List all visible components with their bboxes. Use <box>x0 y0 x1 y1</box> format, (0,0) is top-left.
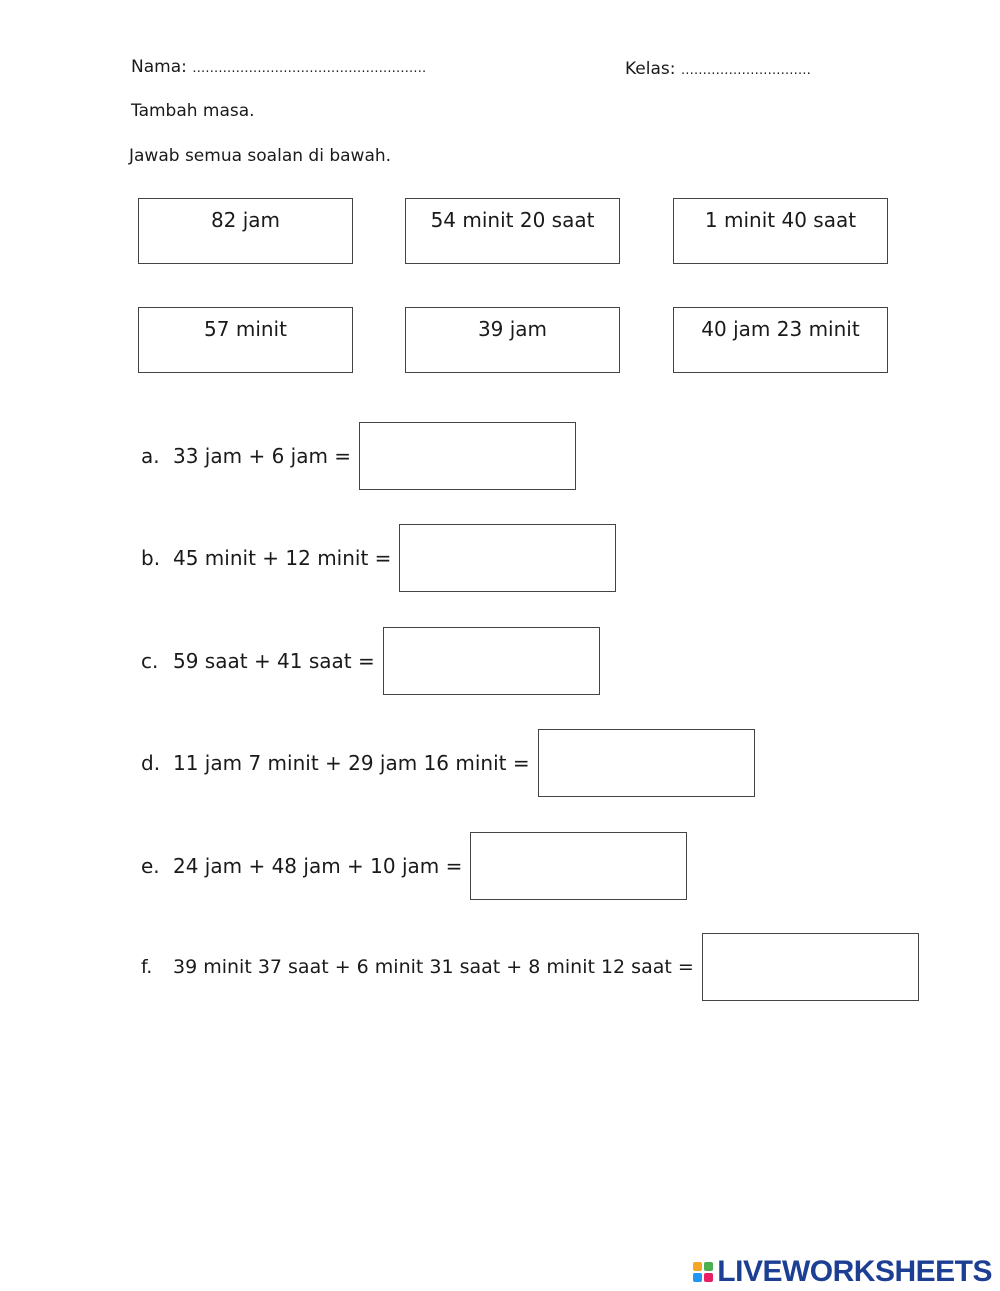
logo-square <box>704 1273 713 1282</box>
question-expression: 39 minit 37 saat + 6 minit 31 saat + 8 minit 12 saat = <box>173 956 694 978</box>
answer-drop-box[interactable] <box>702 933 919 1001</box>
logo-square <box>693 1262 702 1271</box>
logo-square <box>704 1262 713 1271</box>
option-box[interactable]: 39 jam <box>405 307 620 373</box>
question-letter: e. <box>141 854 160 878</box>
question-e <box>141 832 687 900</box>
class-label: Kelas: <box>625 59 676 79</box>
question-expression: 11 jam 7 minit + 29 jam 16 minit = <box>173 751 530 775</box>
question-letter: b. <box>141 546 161 570</box>
option-box[interactable]: 82 jam <box>138 198 353 264</box>
answer-drop-box[interactable] <box>383 627 600 695</box>
liveworksheets-logo-icon <box>693 1262 713 1282</box>
question-text <box>141 854 462 878</box>
question-b <box>141 524 616 592</box>
liveworksheets-brand <box>693 1255 992 1289</box>
name-label: Nama: <box>131 57 187 77</box>
question-expression: 33 jam + 6 jam = <box>173 444 352 468</box>
question-text <box>141 546 391 570</box>
question-text <box>141 649 375 673</box>
question-f <box>141 933 919 1001</box>
answer-drop-box[interactable] <box>359 422 576 490</box>
answer-drop-box[interactable] <box>399 524 616 592</box>
question-a <box>141 422 576 490</box>
question-letter: d. <box>141 751 161 775</box>
option-box[interactable]: 54 minit 20 saat <box>405 198 620 264</box>
class-blank[interactable]: ………………………… <box>680 63 811 78</box>
question-letter: c. <box>141 649 159 673</box>
question-letter: a. <box>141 444 160 468</box>
option-box[interactable]: 40 jam 23 minit <box>673 307 888 373</box>
question-c <box>141 627 600 695</box>
name-field <box>131 57 426 77</box>
question-expression: 24 jam + 48 jam + 10 jam = <box>173 854 463 878</box>
option-box[interactable]: 57 minit <box>138 307 353 373</box>
instruction-title: Tambah masa. <box>131 101 255 121</box>
class-field <box>625 59 811 79</box>
question-expression: 59 saat + 41 saat = <box>173 649 375 673</box>
question-d <box>141 729 755 797</box>
question-text <box>141 956 694 978</box>
question-expression: 45 minit + 12 minit = <box>173 546 392 570</box>
name-blank[interactable]: ……………………………………………… <box>192 61 427 76</box>
question-letter: f. <box>141 956 153 978</box>
answer-drop-box[interactable] <box>470 832 687 900</box>
answer-drop-box[interactable] <box>538 729 755 797</box>
logo-square <box>693 1273 702 1282</box>
brand-name: LIVEWORKSHEETS <box>717 1255 992 1288</box>
instruction-subtitle: Jawab semua soalan di bawah. <box>129 146 392 166</box>
question-text <box>141 444 351 468</box>
question-text <box>141 751 530 775</box>
option-box[interactable]: 1 minit 40 saat <box>673 198 888 264</box>
